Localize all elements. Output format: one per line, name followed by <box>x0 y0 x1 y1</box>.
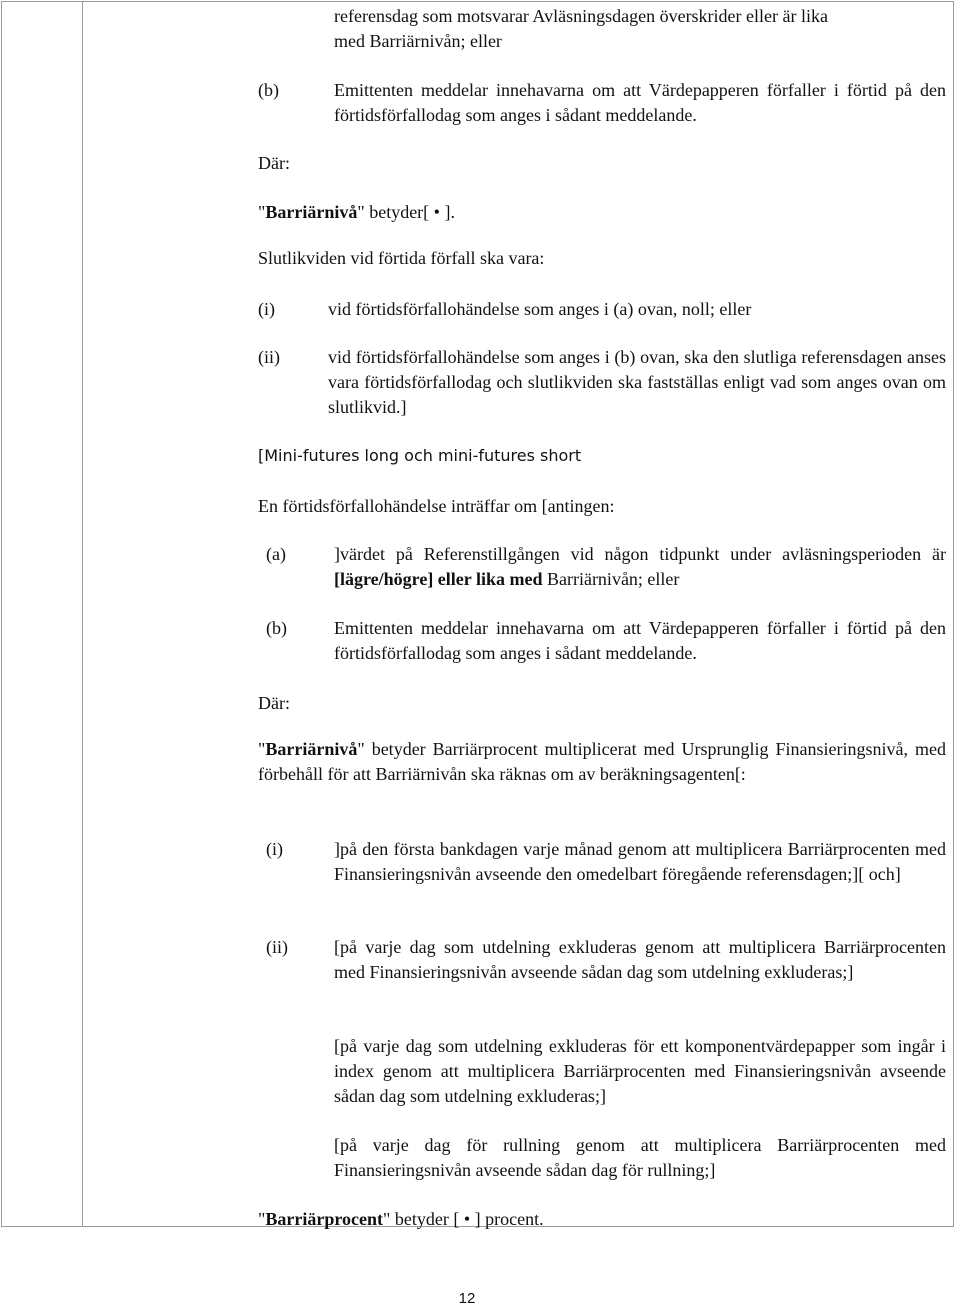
mini-futures-heading: [Mini-futures long och mini-futures short <box>258 446 582 465</box>
slutlikvid-item-ii-text: vid förtidsförfallohändelse som anges i (b) ovan, ska den slutliga referensdagen anses vara förtidsförfallodag och slutlikviden ska fastställas enligt vad som anges ovan om slutlikvid.] <box>328 347 946 417</box>
slutlikvid-item-ii-marker: (ii) <box>258 347 280 367</box>
barriarprocent-definition: "Barriärprocent" betyder [ • ] procent. <box>258 1209 544 1229</box>
item-b-marker: (b) <box>258 80 279 100</box>
event-item-a-marker: (a) <box>266 544 286 564</box>
recalc-item-ii-text: [på varje dag som utdelning exkluderas genom att multiplicera Barriärprocenten med Finansieringsnivån avseende sådan dag som utdelning exkluderas;] <box>334 937 946 982</box>
event-item-b-text: Emittenten meddelar innehavarna om att Värdepapperen förfaller i förtid på den förtidsförfallodag som anges i sådant meddelande. <box>334 618 946 663</box>
top-paragraph-line-2: med Barriärnivån; eller <box>334 31 502 51</box>
recalc-item-ii-marker: (ii) <box>266 937 288 957</box>
recalc-item-i-text: ]på den första bankdagen varje månad genom att multiplicera Barriärprocenten med Finansieringsnivån avseende den omedelbart föregående referensdagen;][ och] <box>334 839 946 884</box>
recalc-item-i-marker: (i) <box>266 839 283 859</box>
barriarniva-definition-2: "Barriärnivå" betyder Barriärprocent multiplicerat med Ursprunglig Finansieringsnivå, med förbehåll för att Barriärnivån ska räknas om av beräkningsagenten[: <box>258 739 946 784</box>
column-divider <box>82 2 83 1226</box>
event-item-a-text: ]värdet på Referenstillgången vid någon tidpunkt under avläsningsperioden är [lägre/högre] eller lika med Barriärnivån; eller <box>334 544 946 589</box>
top-paragraph-line-1: referensdag som motsvarar Avläsningsdagen överskrider eller är lika <box>334 6 828 26</box>
item-b-text: Emittenten meddelar innehavarna om att Värdepapperen förfaller i förtid på den förtidsförfallodag som anges i sådant meddelande. <box>334 80 946 125</box>
defined-term: Barriärnivå <box>265 202 358 222</box>
slutlikvid-item-i-text: vid förtidsförfallohändelse som anges i (a) ovan, noll; eller <box>328 299 752 319</box>
page-number: 12 <box>458 1290 476 1307</box>
recalc-extra-paragraph-2: [på varje dag för rullning genom att multiplicera Barriärprocenten med Finansieringsnivån avseende sådan dag för rullning;] <box>334 1135 946 1180</box>
slutlikvid-item-i-marker: (i) <box>258 299 275 319</box>
slutlikvid-intro: Slutlikviden vid förtida förfall ska vara: <box>258 248 545 268</box>
dar-label-2: Där: <box>258 693 290 713</box>
defined-term: Barriärnivå <box>265 739 358 759</box>
recalc-extra-paragraph-1: [på varje dag som utdelning exkluderas för ett komponentvärdepapper som ingår i index genom att multiplicera Barriärprocenten med Finansieringsnivån avseende sådan dag som utdelning exkluderas;] <box>334 1036 946 1106</box>
event-intro: En förtidsförfallohändelse inträffar om [antingen: <box>258 496 615 516</box>
dar-label: Där: <box>258 153 290 173</box>
defined-term: Barriärprocent <box>265 1209 383 1229</box>
barriarniva-definition: "Barriärnivå" betyder[ • ]. <box>258 202 455 222</box>
event-item-b-marker: (b) <box>266 618 287 638</box>
